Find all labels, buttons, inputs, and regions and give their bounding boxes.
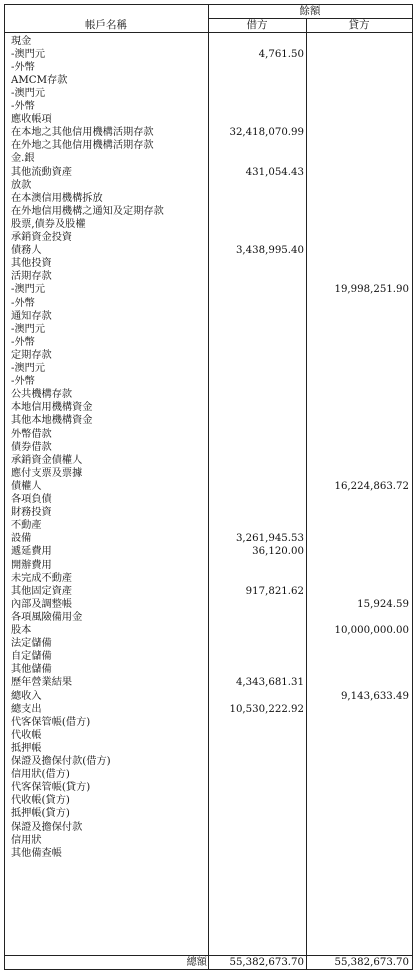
total-label: 總額 [186, 957, 207, 968]
table-row [4, 336, 413, 349]
account-name: 自定儲備 [11, 651, 52, 663]
table-row [4, 834, 413, 847]
total-credit: 55,382,673.70 [334, 957, 409, 968]
header-account-name: 帳戶名稱 [85, 19, 127, 31]
account-name: 財務投資 [11, 507, 52, 519]
credit-amount: 16,224,863.72 [334, 480, 409, 492]
table-row [4, 48, 413, 61]
table-row [4, 532, 413, 545]
credit-amount: 19,998,251.90 [334, 284, 409, 296]
debit-amount: 917,821.62 [245, 585, 304, 597]
account-name: 信用狀 [11, 834, 42, 846]
account-name: 不動產 [11, 520, 42, 532]
account-name: 承銷資金債權人 [11, 454, 83, 466]
table-row [4, 454, 413, 467]
table-row [4, 663, 413, 676]
credit-amount: 9,143,633.49 [340, 690, 409, 702]
account-name: 代收帳 [11, 729, 42, 741]
account-name: -外幣 [11, 336, 35, 348]
table-row [4, 375, 413, 388]
table-row [4, 742, 413, 755]
table-row [4, 506, 413, 519]
table-row [4, 100, 413, 113]
table-row [4, 690, 413, 703]
table-row [4, 807, 413, 820]
table-row [4, 205, 413, 218]
account-name: 應付支票及票據 [11, 467, 83, 479]
account-name: 活期存款 [11, 271, 52, 283]
account-name: -外幣 [11, 376, 35, 388]
account-name: 外幣借款 [11, 428, 52, 440]
account-name: 應收帳項 [11, 114, 52, 126]
account-name: 其他固定資產 [11, 585, 73, 597]
account-name: 承銷資金投資 [11, 232, 73, 243]
table-row [4, 480, 413, 493]
account-name: -外幣 [11, 101, 35, 112]
account-name: 代客保管帳(貸方) [11, 782, 91, 794]
table-row [4, 74, 413, 87]
table-row [4, 283, 413, 296]
header-credit: 貸方 [348, 19, 370, 31]
header-debit: 借方 [246, 19, 268, 31]
table-row [4, 257, 413, 270]
table-row [4, 781, 413, 794]
table-row [4, 388, 413, 401]
account-name: 本地信用機構資金 [11, 402, 93, 414]
account-name: -澳門元 [11, 323, 46, 335]
table-row [4, 821, 413, 834]
table-row [4, 244, 413, 257]
account-name: 定期存款 [11, 349, 52, 361]
table-row [4, 650, 413, 663]
table-row [4, 519, 413, 532]
account-name: 未完成不動產 [11, 572, 73, 584]
account-name: -澳門元 [11, 363, 46, 374]
account-name: 金.銀 [11, 153, 35, 165]
account-name: 債權人 [11, 480, 42, 492]
table-row [4, 310, 413, 323]
total-row [4, 955, 413, 970]
table-row [4, 166, 413, 179]
account-name: 開辦費用 [11, 559, 52, 571]
account-name: 各項負債 [11, 494, 52, 505]
account-name: 債務人 [11, 245, 42, 257]
table-row [4, 755, 413, 768]
table-row [4, 297, 413, 310]
account-name: 法定儲備 [11, 638, 52, 650]
trial-balance-table [4, 4, 413, 970]
debit-amount: 10,530,222.92 [229, 703, 304, 715]
table-row [4, 676, 413, 689]
table-row [4, 794, 413, 807]
debit-amount: 3,438,995.40 [235, 245, 304, 257]
account-name: 總支出 [11, 703, 42, 715]
account-name: 放款 [11, 179, 32, 191]
table-row [4, 113, 413, 126]
table-row [4, 61, 413, 74]
table-row [4, 192, 413, 205]
debit-amount: 3,261,945.53 [235, 533, 304, 545]
account-name: 保證及擔保付款(借方) [11, 756, 111, 767]
account-name: 保證及擔保付款 [11, 821, 83, 833]
table-row [4, 218, 413, 231]
account-name: 其他備查帳 [11, 847, 62, 859]
account-name: 其他流動資產 [11, 166, 73, 178]
account-name: 遞延費用 [11, 546, 52, 558]
table-row [4, 598, 413, 611]
account-name: -澳門元 [11, 87, 46, 99]
account-name: -外幣 [11, 297, 35, 309]
account-name: 總收入 [11, 690, 42, 702]
account-name: 其他本地機構資金 [11, 415, 93, 427]
account-name: 歷年營業結果 [11, 677, 73, 689]
table-row [4, 414, 413, 427]
table-row [4, 729, 413, 742]
account-name: 在本澳信用機構拆放 [11, 192, 103, 204]
account-name: 設備 [11, 533, 32, 545]
table-row [4, 611, 413, 624]
debit-amount: 4,343,681.31 [235, 677, 304, 689]
table-row [4, 139, 413, 152]
account-name: 在外地信用機構之通知及定期存款 [11, 205, 164, 217]
table-row [4, 545, 413, 558]
account-name: -澳門元 [11, 284, 46, 296]
table-row [4, 87, 413, 100]
table-row [4, 847, 413, 860]
account-name: 代收帳(貸方) [11, 795, 70, 807]
account-name: 內部及調整帳 [11, 598, 73, 610]
table-row [4, 35, 413, 48]
account-name: 抵押帳(貸方) [11, 808, 70, 820]
account-name: AMCM存款 [11, 74, 68, 86]
total-debit: 55,382,673.70 [229, 957, 304, 968]
header-balance: 餘額 [299, 5, 321, 17]
account-name: 通知存款 [11, 310, 52, 322]
credit-amount: 15,924.59 [357, 598, 409, 610]
table-row [4, 126, 413, 139]
table-row [4, 270, 413, 283]
account-name: 信用狀(借方) [11, 769, 70, 781]
debit-amount: 36,120.00 [252, 546, 304, 558]
debit-amount: 4,761.50 [258, 48, 304, 60]
table-row [4, 231, 413, 244]
table-row [4, 637, 413, 650]
table-row [4, 585, 413, 598]
table-row [4, 401, 413, 414]
account-name: 公共機構存款 [11, 389, 73, 401]
account-name: 各項風險備用金 [11, 611, 83, 623]
table-row [4, 362, 413, 375]
table-row [4, 559, 413, 572]
debit-amount: 32,418,070.99 [229, 127, 304, 139]
account-name: 抵押帳 [11, 742, 42, 754]
table-row [4, 493, 413, 506]
table-row [4, 467, 413, 480]
table-row [4, 179, 413, 192]
account-name: 現金 [11, 35, 32, 47]
table-row [4, 768, 413, 781]
account-name: 代客保管帳(借方) [11, 716, 91, 728]
table-row [4, 349, 413, 362]
account-name: 在本地之其他信用機構活期存款 [11, 127, 154, 139]
header-bottom-border [4, 32, 413, 33]
account-name: 其他投資 [11, 258, 52, 270]
table-row [4, 152, 413, 165]
table-row [4, 428, 413, 441]
table-row [4, 716, 413, 729]
table-row [4, 323, 413, 336]
table-row [4, 624, 413, 637]
account-name: -外幣 [11, 61, 35, 73]
account-name: 其他儲備 [11, 664, 52, 676]
account-name: 在外地之其他信用機構活期存款 [11, 140, 154, 152]
account-name: 股本 [11, 625, 32, 636]
table-row [4, 572, 413, 585]
account-name: 股票,債券及股權 [11, 218, 86, 230]
account-name: 債券借款 [11, 441, 52, 453]
table-row [4, 703, 413, 716]
credit-amount: 10,000,000.00 [334, 625, 409, 636]
debit-amount: 431,054.43 [245, 166, 304, 178]
account-name: -澳門元 [11, 48, 46, 60]
table-row [4, 441, 413, 454]
